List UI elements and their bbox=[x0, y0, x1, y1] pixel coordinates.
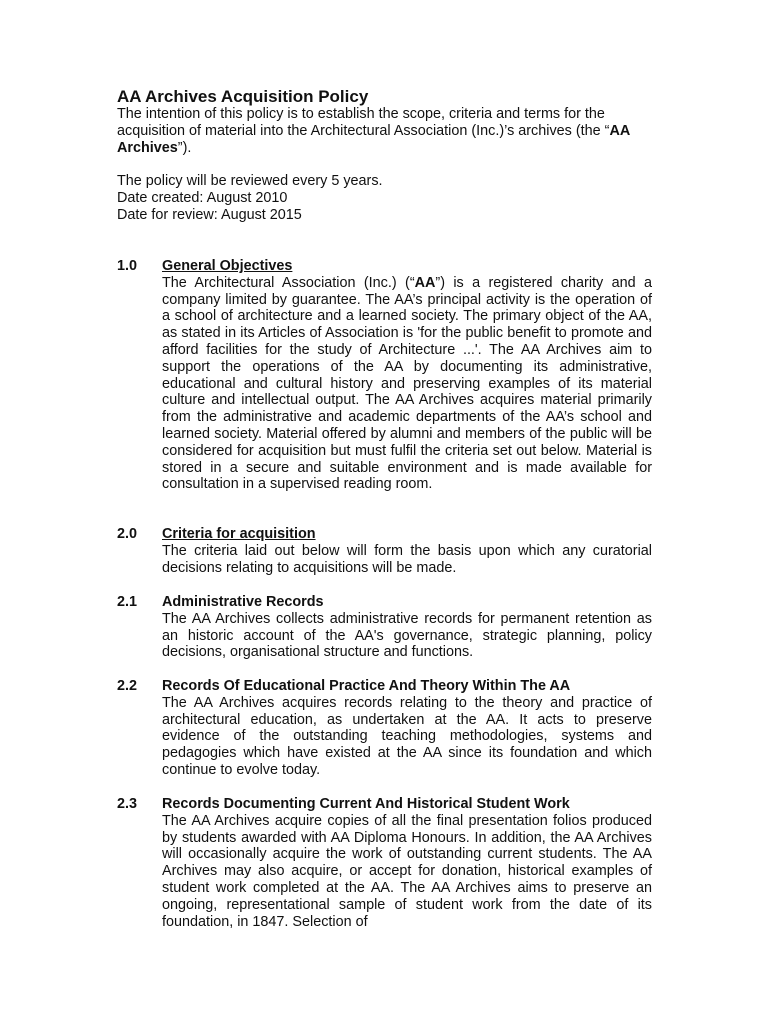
section-number: 2.2 bbox=[117, 678, 138, 694]
section-text: The criteria laid out below will form the basis upon which any curatorial decisions relating to acquisitions will be made. bbox=[162, 542, 652, 576]
section-text-before: The Architectural Association (Inc.) (“ bbox=[162, 274, 415, 291]
section-2-3 bbox=[117, 796, 652, 930]
intro-paragraph bbox=[117, 106, 652, 156]
section-heading: Administrative Records bbox=[162, 594, 324, 610]
section-2-1 bbox=[117, 594, 652, 661]
review-note: The policy will be reviewed every 5 years. bbox=[117, 173, 383, 189]
section-heading: Records Documenting Current And Historical Student Work bbox=[162, 796, 570, 812]
section-text: The AA Archives acquire copies of all the final presentation folios produced by students awarded with AA Diploma Honours. In addition, the AA Archives will occasionally acquire the work of outstanding current students. The AA Archives may also acquire, or accept for donation, historical examples of student work completed at the AA. The AA Archives aims to preserve an ongoing, representational sample of student work from the date of its foundation, in 1847. Selection of bbox=[162, 812, 652, 930]
section-number: 2.0 bbox=[117, 526, 138, 542]
section-heading: Criteria for acquisition bbox=[162, 526, 316, 542]
section-bold-term: AA bbox=[414, 274, 436, 291]
intro-bold-term: AA Archives bbox=[117, 122, 630, 156]
intro-text-before: The intention of this policy is to establish the scope, criteria and terms for the acquisition of material into the Architectural Association (Inc.)’s archives (the “ bbox=[117, 106, 610, 139]
section-2-0 bbox=[117, 526, 652, 576]
section-2-2 bbox=[117, 678, 652, 779]
section-text bbox=[162, 275, 652, 493]
section-heading: Records Of Educational Practice And Theory Within The AA bbox=[162, 678, 571, 694]
section-1-0 bbox=[117, 258, 652, 493]
section-number: 1.0 bbox=[117, 258, 138, 274]
intro-text-after: ”). bbox=[177, 139, 192, 156]
policy-dates bbox=[117, 173, 652, 223]
page-title: AA Archives Acquisition Policy bbox=[117, 87, 369, 106]
section-number: 2.3 bbox=[117, 796, 138, 812]
section-text-after: ”) is a registered charity and a company limited by guarantee. The AA’s principal activity is the operation of a school of architecture and a learned society. The primary object of the AA, as stated in its Articles of Association is 'for the public benefit to promote and afford facilities for the study of Architecture ...'. The AA Archives aim to support the operations of the AA by documenting its administrative, educational and cultural history and preserving examples of its material culture and intellectual output. The AA Archives acquires material primarily from the administrative and academic departments of the AA’s school and learned society. Material offered by alumni and members of the public will be considered for acquisition but must fulfil the criteria set out below. Material is stored in a secure and suitable environment and is made available for consultation in a supervised reading room. bbox=[162, 274, 652, 493]
section-text: The AA Archives collects administrative records for permanent retention as an historic account of the AA's governance, strategic planning, policy decisions, organisational structure and functions. bbox=[162, 610, 652, 661]
section-heading: General Objectives bbox=[162, 258, 293, 274]
date-created: Date created: August 2010 bbox=[117, 189, 288, 206]
section-number: 2.1 bbox=[117, 594, 138, 610]
date-for-review: Date for review: August 2015 bbox=[117, 206, 302, 223]
section-text: The AA Archives acquires records relating to the theory and practice of architectural education, as undertaken at the AA. It acts to preserve evidence of the outstanding teaching methodologies, systems and pedagogies which have existed at the AA since its foundation and which continue to evolve today. bbox=[162, 694, 652, 778]
